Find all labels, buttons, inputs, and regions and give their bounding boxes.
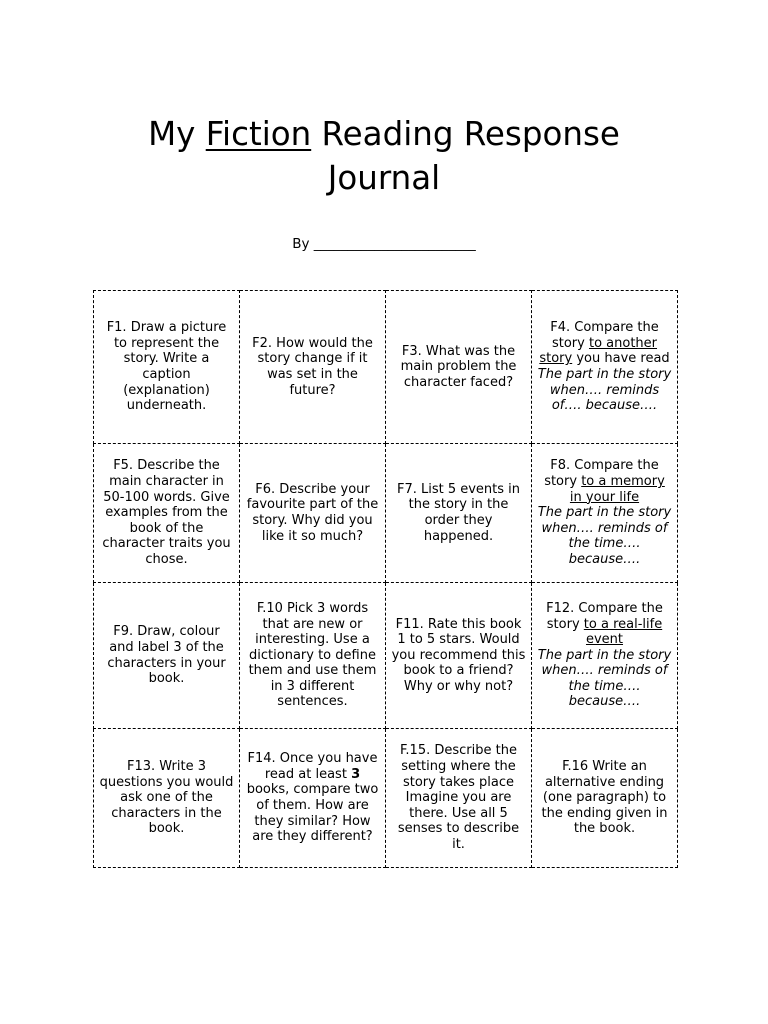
activity-text: F9. Draw, colour and label 3 of the characters in your book. xyxy=(107,624,226,687)
activity-text: F.16 Write an alternative ending (one paragraph) to the ending given in the book. xyxy=(541,759,668,837)
title-underlined-word: Fiction xyxy=(205,115,312,153)
activity-text: books, compare two of them. How are they similar? How are they different? xyxy=(246,782,379,845)
activity-text: F12. Compare the story xyxy=(546,600,663,632)
activity-text: F1. Draw a picture to represent the story. Write a caption (explanation) underneath. xyxy=(106,320,227,414)
activity-text: F3. What was the main problem the character faced? xyxy=(400,343,517,390)
activity-bold-text: 3 xyxy=(351,766,361,782)
sentence-starter: The part in the story when…. reminds of…. because…. xyxy=(537,367,672,414)
grid-row xyxy=(94,291,678,444)
activity-cell-f10 xyxy=(240,583,386,729)
activity-text: you have read xyxy=(576,351,670,367)
activity-text: F5. Describe the main character in 50-100 words. Give examples from the book of the character traits you chose. xyxy=(102,458,231,567)
activity-cell-f11 xyxy=(386,583,532,729)
activity-text: F6. Describe your favourite part of the story. Why did you like it so much? xyxy=(246,481,379,544)
activity-cell-f9 xyxy=(94,583,240,729)
activity-text: F2. How would the story change if it was set in the future? xyxy=(252,335,373,398)
activity-cell-f13 xyxy=(94,729,240,868)
title-line-2: Journal xyxy=(327,159,441,197)
activity-underlined-text: to another story xyxy=(539,335,658,367)
grid-row xyxy=(94,444,678,583)
activity-text: F.10 Pick 3 words that are new or interesting. Use a dictionary to define them and use them in 3 different sentences. xyxy=(248,600,377,710)
grid-row xyxy=(94,729,678,868)
activity-text: F14. Once you have read at least xyxy=(247,751,378,782)
activity-text: F11. Rate this book 1 to 5 stars. Would you recommend this book to a friend? Why or why not? xyxy=(391,616,526,694)
activity-cell-f14 xyxy=(240,729,386,868)
activity-cell-f3 xyxy=(386,291,532,444)
activity-underlined-text: to a real-life event xyxy=(583,616,663,648)
author-byline: By ________________________ xyxy=(292,236,476,252)
activity-cell-f16 xyxy=(532,729,678,868)
activity-cell-f5 xyxy=(94,444,240,583)
activity-cell-f6 xyxy=(240,444,386,583)
page-title xyxy=(0,112,768,200)
activity-cell-f7 xyxy=(386,444,532,583)
activity-cell-f2 xyxy=(240,291,386,444)
sentence-starter: The part in the story when…. reminds of the time…. because…. xyxy=(537,505,672,567)
title-prefix: My xyxy=(148,115,196,153)
activity-text: F8. Compare the story xyxy=(544,458,659,490)
activity-cell-f8 xyxy=(532,444,678,583)
activity-text: F7. List 5 events in the story in the order they happened. xyxy=(396,481,521,544)
grid-row xyxy=(94,583,678,729)
activity-text: F13. Write 3 questions you would ask one of the characters in the book. xyxy=(99,759,234,837)
activity-cell-f12 xyxy=(532,583,678,729)
activity-cell-f4 xyxy=(532,291,678,444)
activity-cell-f1 xyxy=(94,291,240,444)
activity-grid xyxy=(93,290,678,868)
activity-text: F.15. Describe the setting where the story takes place Imagine you are there. Use all 5 senses to describe it. xyxy=(397,743,520,852)
activity-cell-f15 xyxy=(386,729,532,868)
title-suffix: Reading Response xyxy=(321,115,620,153)
sentence-starter: The part in the story when…. reminds of the time…. because…. xyxy=(537,647,672,710)
activity-underlined-text: to a memory in your life xyxy=(569,474,665,505)
activity-text: F4. Compare the story xyxy=(550,320,659,351)
